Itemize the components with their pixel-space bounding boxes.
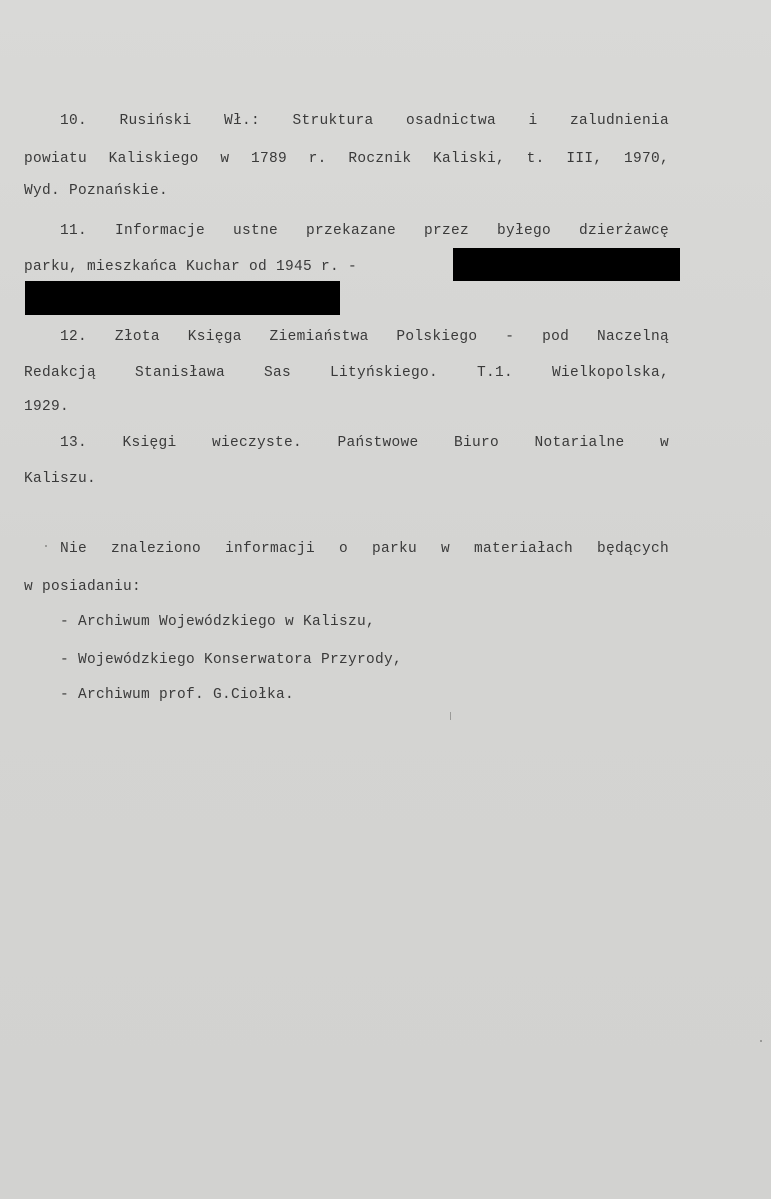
ref-11-line-1: 11. Informacje ustne przekazane przez byłego dzierżawcę — [60, 223, 669, 239]
ref-12-line-3: 1929. — [24, 399, 70, 415]
ref-10-line-1: 10. Rusiński Wł.: Struktura osadnictwa i zaludnienia — [60, 113, 669, 129]
note-line-2: w posiadaniu: — [24, 579, 142, 595]
note-line-1: Nie znaleziono informacji o parku w materiałach będących — [60, 541, 669, 557]
ref-13-line-2: Kaliszu. — [24, 471, 97, 487]
ref-10-line-2: powiatu Kaliskiego w 1789 r. Rocznik Kaliski, t. III, 1970, — [24, 151, 669, 167]
note-list-item: - Archiwum prof. G.Ciołka. — [60, 687, 295, 703]
redaction-bar — [453, 248, 680, 281]
scan-speck — [45, 545, 47, 547]
note-list-item: - Wojewódzkiego Konserwatora Przyrody, — [60, 652, 403, 668]
ref-13-line-1: 13. Księgi wieczyste. Państwowe Biuro Notarialne w — [60, 435, 669, 451]
note-list-item: - Archiwum Wojewódzkiego w Kaliszu, — [60, 614, 376, 630]
ref-11-line-2: parku, mieszkańca Kuchar od 1945 r. - — [24, 259, 358, 275]
ref-12-line-1: 12. Złota Księga Ziemiaństwa Polskiego - pod Naczelną — [60, 329, 669, 345]
ref-10-line-3: Wyd. Poznańskie. — [24, 183, 169, 199]
redaction-bar — [25, 281, 340, 315]
scan-speck — [760, 1040, 762, 1042]
scan-speck — [450, 712, 451, 720]
ref-12-line-2: Redakcją Stanisława Sas Lityńskiego. T.1. Wielkopolska, — [24, 365, 669, 381]
